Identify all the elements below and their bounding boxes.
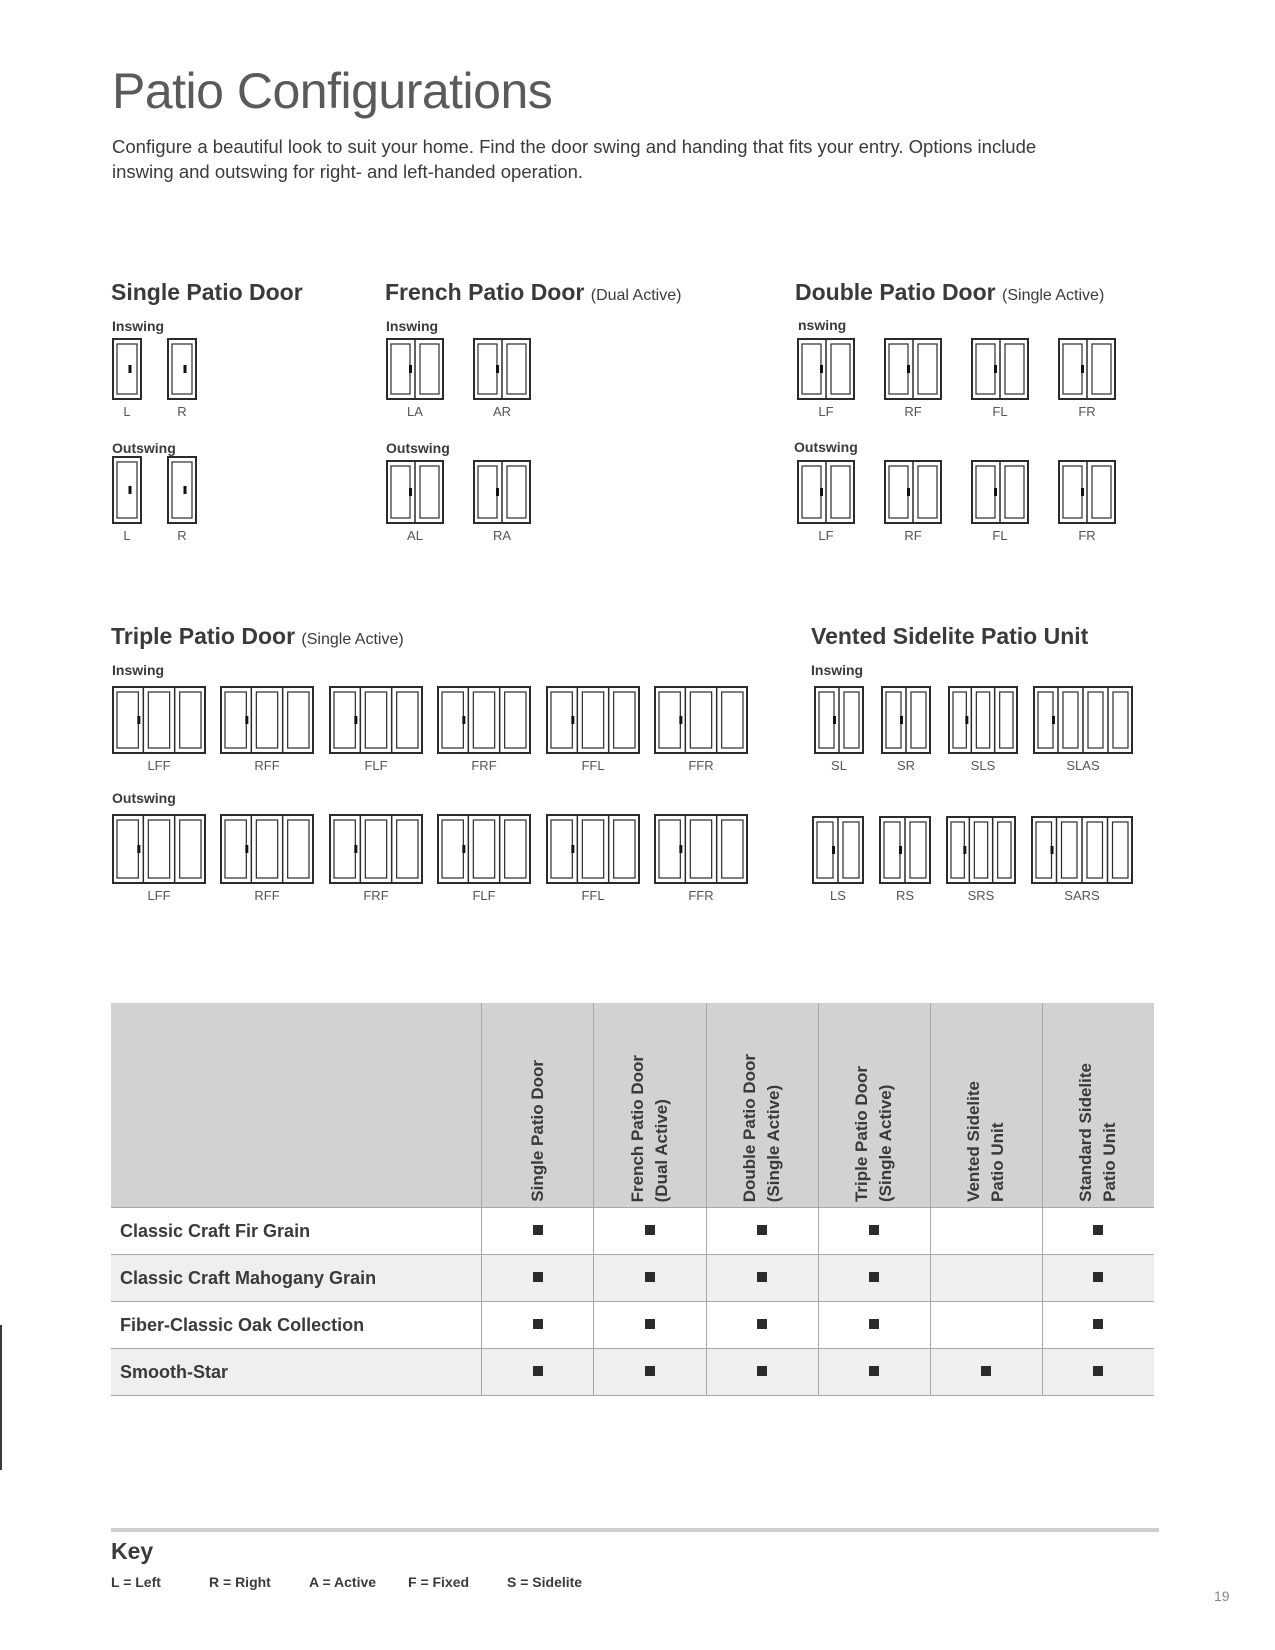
door-icon xyxy=(329,814,423,884)
single-patio-door-heading xyxy=(111,279,303,306)
door-code: SLAS xyxy=(1066,758,1100,773)
availability-cell xyxy=(930,1255,1042,1302)
door-code: R xyxy=(177,404,187,419)
availability-cell xyxy=(1042,1302,1154,1349)
door-icon xyxy=(1058,460,1116,524)
available-square-icon xyxy=(1093,1319,1103,1329)
door-icon xyxy=(112,814,206,884)
door-code: LS xyxy=(830,888,846,903)
availability-cell xyxy=(818,1255,930,1302)
door-icon xyxy=(814,686,864,754)
triple-outswing-door-diagram xyxy=(546,814,640,903)
door-code: AR xyxy=(492,404,512,419)
page-number: 19 xyxy=(1214,1588,1230,1604)
door-code: SARS xyxy=(1064,888,1100,903)
available-square-icon xyxy=(869,1272,879,1282)
double-inswing-label: nswing xyxy=(798,317,847,333)
available-square-icon xyxy=(533,1225,543,1235)
vented-inswing-door-diagram xyxy=(881,686,931,773)
double-outswing-label: Outswing xyxy=(794,439,858,455)
door-icon xyxy=(971,460,1029,524)
vented-outswing-door-diagram xyxy=(946,816,1016,903)
triple-inswing-label: Inswing xyxy=(112,662,165,678)
col-header xyxy=(482,1003,594,1208)
row-name: Classic Craft Mahogany Grain xyxy=(111,1255,482,1302)
availability-cell xyxy=(482,1349,594,1396)
vented-sidelite-heading xyxy=(811,623,1088,650)
col-header-line: Single Patio Door xyxy=(527,1060,547,1202)
door-icon xyxy=(112,686,206,754)
door-icon xyxy=(1033,686,1133,754)
col-header-line: Triple Patio Door xyxy=(852,1065,872,1202)
triple-patio-door-heading xyxy=(111,623,404,650)
french-subtitle: (Dual Active) xyxy=(590,287,682,304)
door-icon xyxy=(546,814,640,884)
door-icon xyxy=(386,338,444,400)
available-square-icon xyxy=(533,1366,543,1376)
table-row xyxy=(111,1349,1154,1396)
french-outswing-label: Outswing xyxy=(386,440,450,456)
double-outswing-door-diagram xyxy=(1058,460,1116,543)
double-outswing-door-diagram xyxy=(884,460,942,543)
door-code: FFL xyxy=(581,888,605,903)
triple-outswing-door-diagram xyxy=(112,814,206,903)
door-code: LFF xyxy=(147,888,171,903)
product-matrix-table xyxy=(111,1003,1154,1396)
triple-inswing-door-diagram xyxy=(220,686,314,773)
door-code: LFF xyxy=(147,758,171,773)
door-icon xyxy=(1031,816,1133,884)
door-icon xyxy=(112,338,142,400)
available-square-icon xyxy=(645,1272,655,1282)
door-icon xyxy=(884,338,942,400)
triple-inswing-door-diagram xyxy=(546,686,640,773)
availability-cell xyxy=(818,1349,930,1396)
vented-outswing-door-diagram xyxy=(812,816,864,903)
availability-cell xyxy=(930,1208,1042,1255)
available-square-icon xyxy=(757,1319,767,1329)
vented-inswing-door-diagram xyxy=(1033,686,1133,773)
door-code: SR xyxy=(896,758,916,773)
col-header-line: (Dual Active) xyxy=(651,1098,671,1202)
door-icon xyxy=(797,460,855,524)
door-icon xyxy=(797,338,855,400)
col-header xyxy=(1042,1003,1154,1208)
door-code: FFR xyxy=(688,758,714,773)
vented-inswing-door-diagram xyxy=(948,686,1018,773)
door-icon xyxy=(812,816,864,884)
col-header-line: French Patio Door xyxy=(627,1054,647,1202)
col-header xyxy=(706,1003,818,1208)
col-header-line: Patio Unit xyxy=(988,1122,1008,1202)
door-code: SLS xyxy=(970,758,996,773)
availability-cell xyxy=(482,1302,594,1349)
single-inswing-label: Inswing xyxy=(112,318,165,334)
double-inswing-door-diagram xyxy=(884,338,942,419)
row-name: Fiber-Classic Oak Collection xyxy=(111,1302,482,1349)
triple-outswing-label: Outswing xyxy=(112,790,176,806)
double-inswing-door-diagram xyxy=(971,338,1029,419)
door-code: FRF xyxy=(363,888,389,903)
door-code: FFL xyxy=(581,758,605,773)
door-icon xyxy=(386,460,444,524)
intro-paragraph: Configure a beautiful look to suit your home. Find the door swing and handing that fits your entry. Options include inswing and outswing for right- and left-handed operation. xyxy=(112,136,1037,182)
col-header-line: Double Patio Door xyxy=(740,1053,760,1202)
single-title: Single Patio Door xyxy=(111,279,303,305)
available-square-icon xyxy=(1093,1366,1103,1376)
available-square-icon xyxy=(533,1319,543,1329)
availability-cell xyxy=(706,1208,818,1255)
door-icon xyxy=(879,816,931,884)
door-code: SL xyxy=(831,758,847,773)
availability-cell xyxy=(594,1349,706,1396)
available-square-icon xyxy=(869,1225,879,1235)
page-title: Patio Configurations xyxy=(112,63,553,119)
triple-title: Triple Patio Door xyxy=(111,623,296,649)
triple-inswing-door-diagram xyxy=(329,686,423,773)
available-square-icon xyxy=(757,1225,767,1235)
available-square-icon xyxy=(981,1366,991,1376)
availability-cell xyxy=(706,1255,818,1302)
door-icon xyxy=(546,686,640,754)
key-divider xyxy=(111,1528,1159,1532)
door-code: FL xyxy=(992,404,1008,419)
table-row xyxy=(111,1302,1154,1349)
available-square-icon xyxy=(757,1272,767,1282)
door-code: FFR xyxy=(688,888,714,903)
door-icon xyxy=(946,816,1016,884)
table-corner xyxy=(111,1003,482,1208)
french-patio-door-heading xyxy=(385,279,681,306)
available-square-icon xyxy=(869,1366,879,1376)
door-code: LA xyxy=(407,404,423,419)
key-item-right: R = Right xyxy=(209,1574,271,1590)
french-inswing-label: Inswing xyxy=(386,318,439,334)
double-patio-door-heading xyxy=(795,279,1104,306)
french-outswing-door-diagram xyxy=(473,460,531,543)
availability-cell xyxy=(1042,1349,1154,1396)
row-name: Smooth-Star xyxy=(111,1349,482,1396)
row-name: Classic Craft Fir Grain xyxy=(111,1208,482,1255)
door-code: RS xyxy=(895,888,915,903)
single-outswing-door-diagram xyxy=(167,456,197,543)
door-icon xyxy=(473,460,531,524)
door-icon xyxy=(329,686,423,754)
door-code: FR xyxy=(1078,404,1096,419)
available-square-icon xyxy=(869,1319,879,1329)
triple-inswing-door-diagram xyxy=(437,686,531,773)
door-code: RFF xyxy=(254,888,280,903)
availability-cell xyxy=(594,1302,706,1349)
side-rule xyxy=(0,1325,2,1470)
col-header xyxy=(818,1003,930,1208)
triple-inswing-door-diagram xyxy=(654,686,748,773)
key-item-active: A = Active xyxy=(309,1574,377,1590)
availability-cell xyxy=(818,1208,930,1255)
door-code: FRF xyxy=(471,758,497,773)
door-code: FLF xyxy=(472,888,496,903)
french-title: French Patio Door xyxy=(385,279,585,305)
door-icon xyxy=(167,456,197,524)
availability-cell xyxy=(818,1302,930,1349)
availability-cell xyxy=(706,1302,818,1349)
key-item-fixed: F = Fixed xyxy=(408,1574,470,1590)
door-icon xyxy=(971,338,1029,400)
door-code: L xyxy=(123,404,131,419)
double-outswing-door-diagram xyxy=(797,460,855,543)
double-title: Double Patio Door xyxy=(795,279,996,305)
door-icon xyxy=(167,338,197,400)
table-header-row xyxy=(111,1003,1154,1208)
door-code: FR xyxy=(1078,528,1096,543)
available-square-icon xyxy=(645,1366,655,1376)
door-code: SRS xyxy=(967,888,995,903)
vented-inswing-door-diagram xyxy=(814,686,864,773)
door-code: RF xyxy=(904,528,922,543)
availability-cell xyxy=(594,1255,706,1302)
french-outswing-door-diagram xyxy=(386,460,444,543)
door-code: RF xyxy=(904,404,922,419)
available-square-icon xyxy=(1093,1225,1103,1235)
door-icon xyxy=(1058,338,1116,400)
availability-cell xyxy=(930,1349,1042,1396)
door-icon xyxy=(112,456,142,524)
available-square-icon xyxy=(757,1366,767,1376)
door-icon xyxy=(220,814,314,884)
table-row xyxy=(111,1255,1154,1302)
single-inswing-door-diagram xyxy=(167,338,197,419)
door-icon xyxy=(948,686,1018,754)
single-inswing-door-diagram xyxy=(112,338,142,419)
availability-cell xyxy=(1042,1208,1154,1255)
triple-subtitle: (Single Active) xyxy=(301,631,404,648)
door-icon xyxy=(220,686,314,754)
triple-outswing-door-diagram xyxy=(654,814,748,903)
door-code: L xyxy=(123,528,131,543)
availability-cell xyxy=(1042,1255,1154,1302)
vented-inswing-label: Inswing xyxy=(811,662,864,678)
col-header xyxy=(930,1003,1042,1208)
door-icon xyxy=(881,686,931,754)
available-square-icon xyxy=(1093,1272,1103,1282)
col-header-line: (Single Active) xyxy=(764,1084,784,1202)
table-row xyxy=(111,1208,1154,1255)
door-icon xyxy=(437,686,531,754)
door-icon xyxy=(437,814,531,884)
key-item-left: L = Left xyxy=(111,1574,161,1590)
door-icon xyxy=(654,814,748,884)
vented-outswing-door-diagram xyxy=(1031,816,1133,903)
door-code: LF xyxy=(818,528,834,543)
double-subtitle: (Single Active) xyxy=(1002,287,1105,304)
door-code: FL xyxy=(992,528,1008,543)
door-code: R xyxy=(177,528,187,543)
available-square-icon xyxy=(533,1272,543,1282)
available-square-icon xyxy=(645,1319,655,1329)
col-header-line: (Single Active) xyxy=(876,1084,896,1202)
triple-outswing-door-diagram xyxy=(437,814,531,903)
col-header xyxy=(594,1003,706,1208)
key-title: Key xyxy=(111,1538,154,1564)
availability-cell xyxy=(482,1208,594,1255)
door-code: RFF xyxy=(254,758,280,773)
triple-outswing-door-diagram xyxy=(329,814,423,903)
door-code: AL xyxy=(407,528,423,543)
triple-inswing-door-diagram xyxy=(112,686,206,773)
double-inswing-door-diagram xyxy=(797,338,855,419)
door-icon xyxy=(654,686,748,754)
single-outswing-door-diagram xyxy=(112,456,142,543)
door-code: FLF xyxy=(364,758,388,773)
single-outswing-label: Outswing xyxy=(112,440,176,456)
french-inswing-door-diagram xyxy=(386,338,444,419)
double-outswing-door-diagram xyxy=(971,460,1029,543)
double-inswing-door-diagram xyxy=(1058,338,1116,419)
col-header-line: Patio Unit xyxy=(1100,1122,1120,1202)
availability-cell xyxy=(482,1255,594,1302)
vented-outswing-door-diagram xyxy=(879,816,931,903)
vented-title: Vented Sidelite Patio Unit xyxy=(811,623,1089,649)
col-header-line: Standard Sidelite xyxy=(1076,1063,1096,1202)
col-header-line: Vented Sidelite xyxy=(964,1081,984,1202)
availability-cell xyxy=(930,1302,1042,1349)
door-code: LF xyxy=(818,404,834,419)
key-item-sidelite: S = Sidelite xyxy=(507,1574,583,1590)
available-square-icon xyxy=(645,1225,655,1235)
availability-cell xyxy=(706,1349,818,1396)
door-code: RA xyxy=(492,528,512,543)
triple-outswing-door-diagram xyxy=(220,814,314,903)
availability-cell xyxy=(594,1208,706,1255)
door-icon xyxy=(473,338,531,400)
door-icon xyxy=(884,460,942,524)
french-inswing-door-diagram xyxy=(473,338,531,419)
